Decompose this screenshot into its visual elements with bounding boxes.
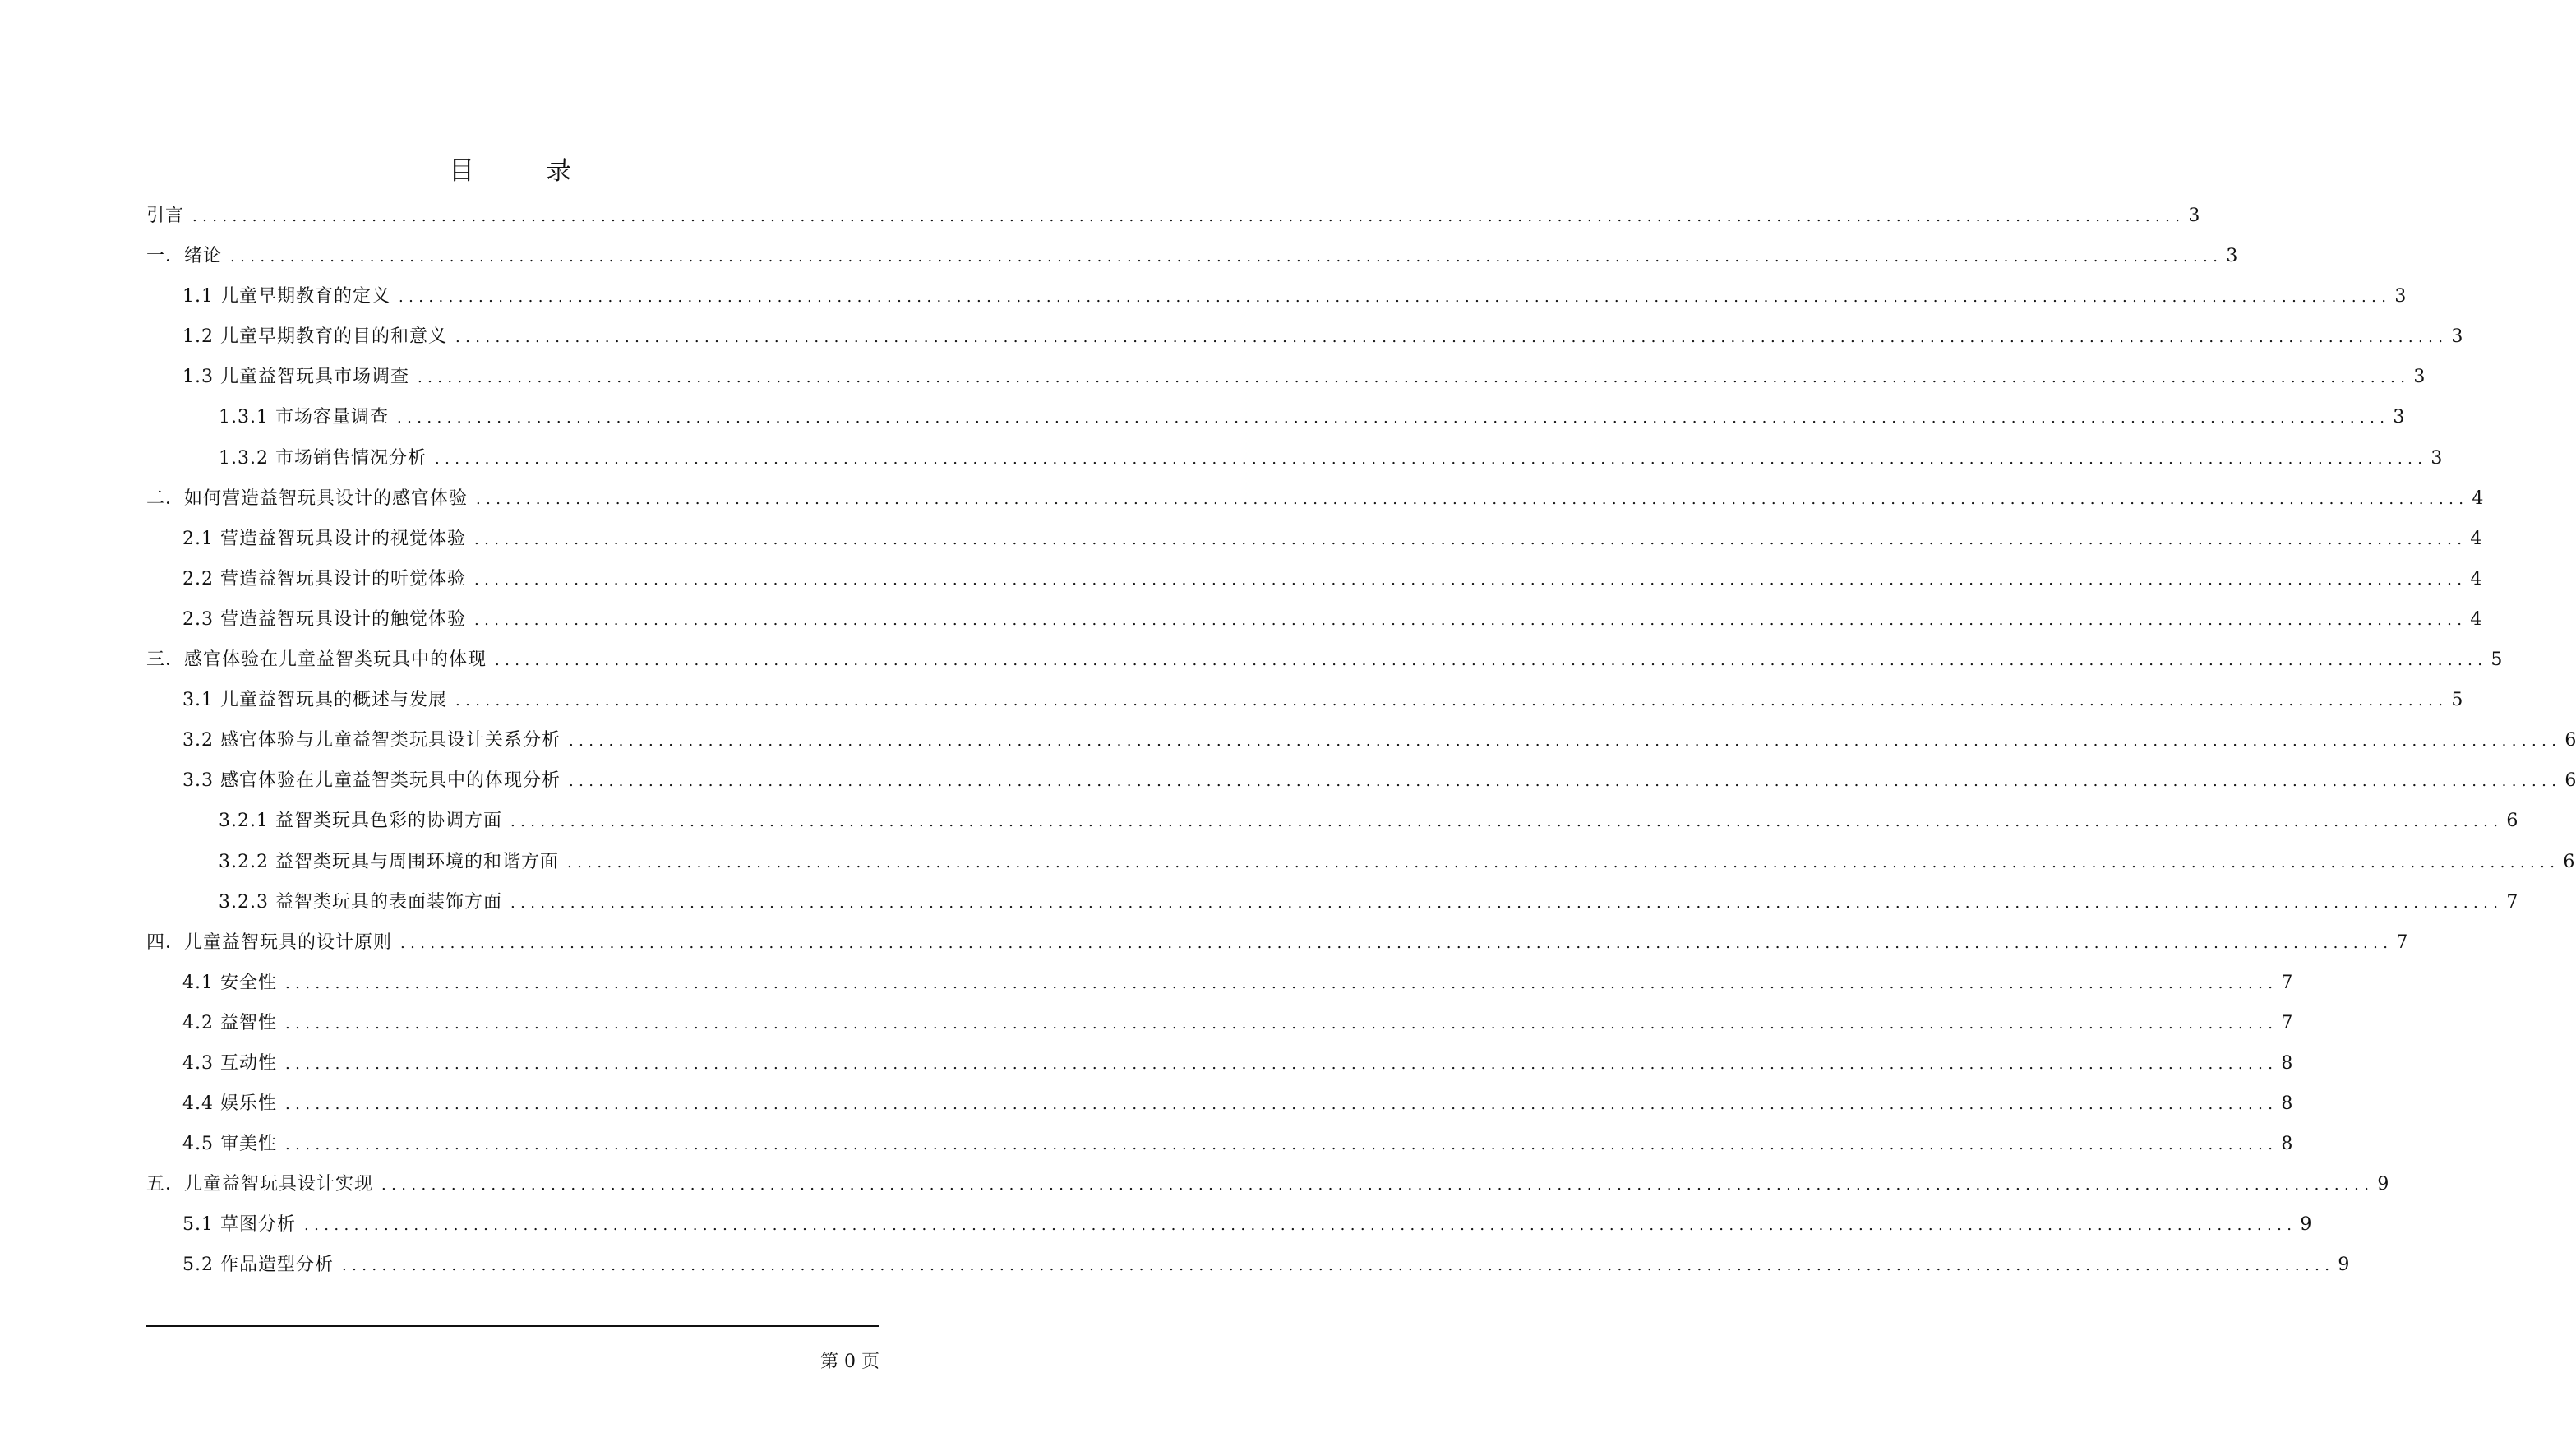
toc-entry-page: 3: [2394, 286, 2407, 307]
toc-leader-dots: ........................................................................................................................................................................................................: [192, 208, 2186, 225]
toc-entry-page: 3: [2451, 326, 2463, 348]
toc-entry-label: 3.2.1 益智类玩具色彩的协调方面: [219, 811, 502, 832]
toc-entry-label: 4.1 安全性: [182, 972, 277, 993]
toc-entry-page: 7: [2281, 972, 2293, 993]
toc-entry-label: 4.3 互动性: [182, 1052, 277, 1074]
toc-leader-dots: ........................................................................................................................................................................................................: [341, 1257, 2335, 1275]
toc-leader-dots: ........................................................................................................................................................................................................: [230, 248, 2223, 266]
toc-entry-label: 1.1 儿童早期教育的定义: [182, 286, 390, 307]
toc-entry[interactable]: [146, 850, 2575, 890]
toc-entry-label: 5.1 草图分析: [182, 1214, 296, 1236]
toc-entry[interactable]: [146, 567, 2482, 608]
toc-entry[interactable]: [146, 769, 2576, 809]
toc-entry[interactable]: [146, 1172, 2389, 1213]
toc-entry-label: 四．儿童益智玩具的设计原则: [146, 931, 393, 953]
toc-entry-page: 4: [2472, 488, 2484, 509]
toc-entry-page: 3: [2431, 447, 2443, 469]
toc-entry[interactable]: [146, 405, 2405, 446]
toc-leader-dots: ........................................................................................................................................................................................................: [566, 853, 2560, 871]
toc-entry[interactable]: [146, 244, 2238, 284]
toc-entry-label: 五．儿童益智玩具设计实现: [146, 1174, 374, 1195]
toc-entry-page: 8: [2281, 1134, 2293, 1155]
toc-leader-dots: ........................................................................................................................................................................................................: [473, 530, 2468, 548]
toc-entry[interactable]: [146, 204, 2200, 244]
toc-entry-label: 1.2 儿童早期教育的目的和意义: [182, 326, 447, 348]
toc-entry[interactable]: [146, 1051, 2293, 1092]
toc-leader-dots: ........................................................................................................................................................................................................: [284, 1014, 2278, 1033]
toc-leader-dots: ........................................................................................................................................................................................................: [476, 490, 2469, 508]
toc-entry[interactable]: [146, 1011, 2293, 1051]
toc-entry-label: 3.2 感官体验与儿童益智类玩具设计关系分析: [182, 730, 561, 751]
toc-entry-label: 3.1 儿童益智玩具的概述与发展: [182, 690, 447, 711]
toc-leader-dots: ........................................................................................................................................................................................................: [473, 571, 2468, 589]
toc-leader-dots: ........................................................................................................................................................................................................: [400, 934, 2394, 952]
toc-entry-page: 6: [2506, 811, 2518, 832]
toc-entry-page: 7: [2281, 1012, 2293, 1033]
toc-leader-dots: ........................................................................................................................................................................................................: [396, 409, 2390, 428]
toc-leader-dots: ........................................................................................................................................................................................................: [284, 1055, 2278, 1073]
toc-entry[interactable]: [146, 1253, 2350, 1293]
toc-entry-page: 6: [2563, 851, 2575, 872]
toc-leader-dots: ........................................................................................................................................................................................................: [284, 974, 2278, 992]
toc-entry[interactable]: [146, 608, 2482, 648]
toc-entry-page: 3: [2393, 407, 2405, 428]
toc-entry-label: 3.2.3 益智类玩具的表面装饰方面: [219, 891, 502, 913]
toc-entry-label: 1.3 儿童益智玩具市场调查: [182, 367, 409, 388]
toc-leader-dots: ........................................................................................................................................................................................................: [284, 1136, 2278, 1154]
toc-leader-dots: ........................................................................................................................................................................................................: [398, 289, 2392, 307]
toc-entry-label: 4.2 益智性: [182, 1012, 277, 1033]
toc-leader-dots: ........................................................................................................................................................................................................: [455, 329, 2449, 347]
toc-leader-dots: ........................................................................................................................................................................................................: [510, 894, 2504, 912]
toc-entry-page: 9: [2300, 1214, 2312, 1236]
toc-entry[interactable]: [146, 1092, 2293, 1132]
toc-entry-label: 3.3 感官体验在儿童益智类玩具中的体现分析: [182, 770, 561, 792]
toc-entry[interactable]: [146, 648, 2503, 688]
toc-entry-label: 5.2 作品造型分析: [182, 1255, 334, 1276]
table-of-contents: [146, 204, 2576, 1294]
toc-entry[interactable]: [146, 890, 2518, 931]
toc-entry-page: 4: [2470, 608, 2482, 630]
toc-entry-page: 8: [2281, 1052, 2293, 1074]
toc-leader-dots: ........................................................................................................................................................................................................: [510, 813, 2504, 831]
toc-leader-dots: ........................................................................................................................................................................................................: [473, 611, 2468, 629]
toc-entry[interactable]: [146, 728, 2576, 769]
toc-entry[interactable]: [146, 1132, 2293, 1172]
toc-leader-dots: ........................................................................................................................................................................................................: [455, 692, 2449, 710]
toc-entry-label: 三．感官体验在儿童益智类玩具中的体现: [146, 649, 487, 671]
toc-entry[interactable]: [146, 284, 2407, 325]
toc-leader-dots: ........................................................................................................................................................................................................: [284, 1096, 2278, 1114]
toc-leader-dots: ........................................................................................................................................................................................................: [417, 369, 2411, 387]
toc-entry[interactable]: [146, 487, 2484, 527]
toc-entry-page: 3: [2226, 246, 2238, 267]
toc-entry[interactable]: [146, 1213, 2312, 1253]
toc-leader-dots: ........................................................................................................................................................................................................: [568, 733, 2562, 751]
toc-entry-label: 引言: [146, 206, 185, 226]
toc-entry-page: 3: [2413, 367, 2426, 388]
toc-leader-dots: ........................................................................................................................................................................................................: [568, 773, 2562, 791]
toc-entry-label: 1.3.2 市场销售情况分析: [219, 447, 427, 469]
toc-entry-label: 二．如何营造益智玩具设计的感官体验: [146, 488, 469, 509]
toc-entry-page: 8: [2281, 1093, 2293, 1115]
footer-divider: [146, 1325, 879, 1327]
toc-entry-label: 3.2.2 益智类玩具与周围环境的和谐方面: [219, 851, 559, 872]
toc-entry-page: 5: [2491, 649, 2503, 671]
toc-leader-dots: ........................................................................................................................................................................................................: [303, 1217, 2297, 1235]
toc-entry-page: 6: [2564, 770, 2576, 792]
toc-entry[interactable]: [146, 931, 2408, 971]
toc-entry-page: 9: [2338, 1255, 2350, 1276]
toc-entry[interactable]: [146, 971, 2293, 1011]
toc-entry-label: 2.1 营造益智玩具设计的视觉体验: [182, 528, 466, 549]
toc-entry[interactable]: [146, 809, 2518, 849]
toc-entry-page: 4: [2470, 528, 2482, 549]
toc-entry-page: 9: [2377, 1174, 2389, 1195]
toc-entry[interactable]: [146, 446, 2443, 487]
toc-entry-page: 6: [2564, 730, 2576, 751]
toc-entry-label: 4.4 娱乐性: [182, 1093, 277, 1115]
toc-entry-label: 4.5 审美性: [182, 1134, 277, 1155]
toc-entry-page: 4: [2470, 568, 2482, 589]
toc-leader-dots: ........................................................................................................................................................................................................: [381, 1176, 2375, 1195]
toc-entry-page: 7: [2396, 931, 2408, 953]
toc-entry-label: 2.3 营造益智玩具设计的触觉体验: [182, 608, 466, 630]
toc-entry[interactable]: [146, 325, 2463, 365]
toc-entry[interactable]: [146, 688, 2463, 728]
toc-entry[interactable]: [146, 365, 2426, 405]
toc-entry-label: 一．绪论: [146, 246, 223, 267]
toc-entry-label: 2.2 营造益智玩具设计的听觉体验: [182, 568, 466, 589]
toc-entry-page: 5: [2451, 690, 2463, 711]
footer-page-number: 第 0 页: [820, 1352, 879, 1372]
toc-entry-label: 1.3.1 市场容量调查: [219, 407, 389, 428]
toc-entry-page: 3: [2188, 206, 2200, 226]
page-title: 目 录: [449, 156, 594, 186]
toc-entry[interactable]: [146, 527, 2482, 567]
toc-leader-dots: ........................................................................................................................................................................................................: [495, 652, 2488, 670]
toc-leader-dots: ........................................................................................................................................................................................................: [434, 450, 2428, 468]
toc-entry-page: 7: [2506, 891, 2518, 913]
